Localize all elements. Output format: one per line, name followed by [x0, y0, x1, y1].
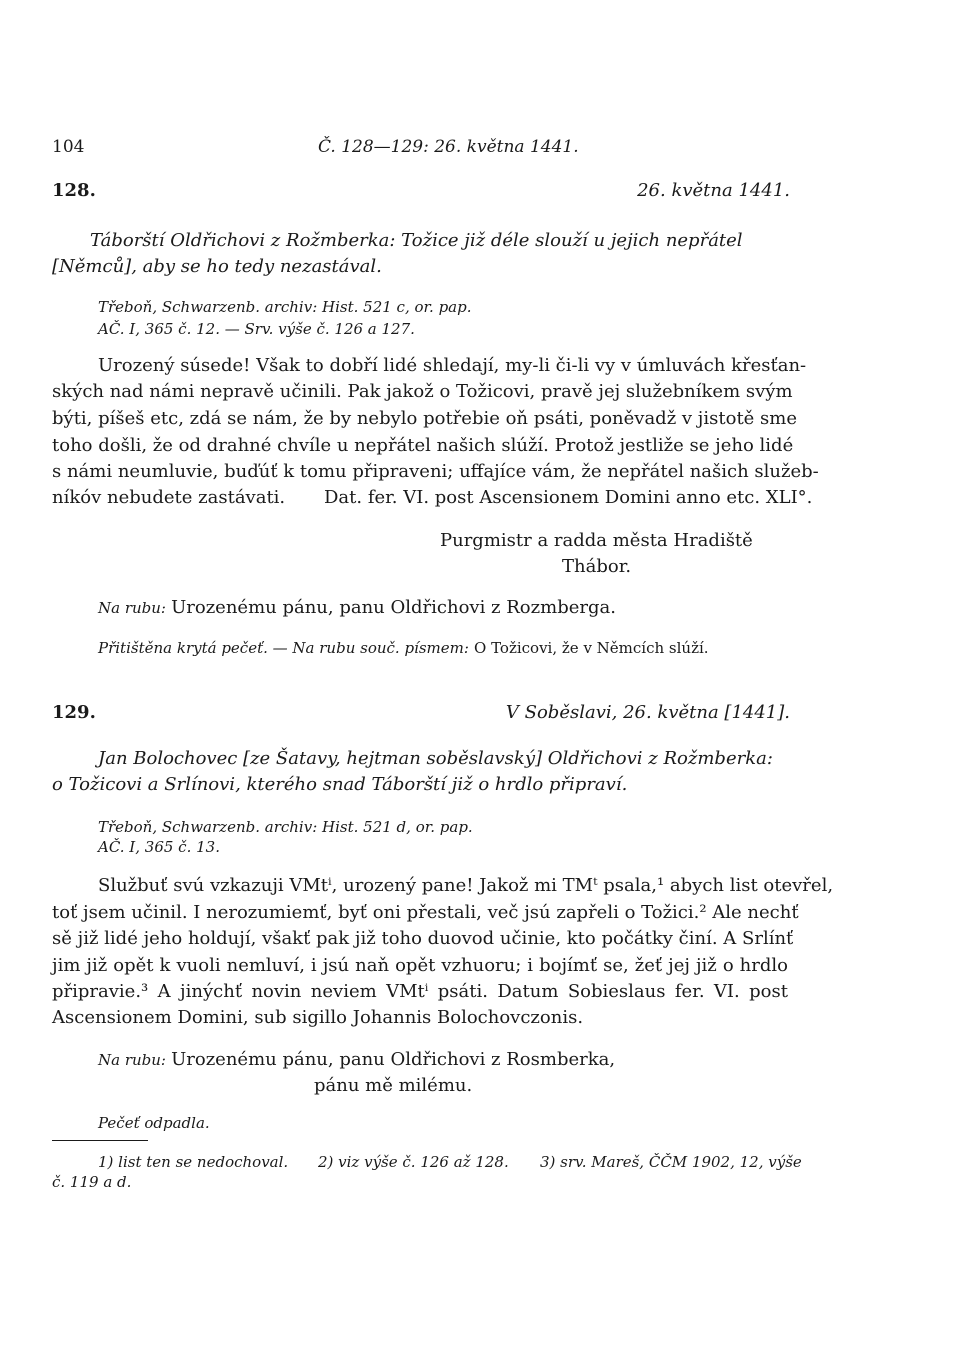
- na-rubu-label: Na rubu:: [98, 599, 166, 617]
- footnote-2: 2) viz výše č. 126 až 128.: [318, 1153, 509, 1171]
- footnote-rule: [52, 1140, 148, 1141]
- running-title: Č. 128—129: 26. května 1441.: [318, 137, 579, 157]
- doc128-signature-place: Thábor.: [562, 556, 632, 577]
- doc128-text-line: Urozený súsede! Však to dobří lidé shledají, my-li či-li vy v úmluvách křesťan-: [98, 355, 807, 376]
- doc129-text-line: připravie.³ A jinýchť novin neviem VMtⁱ psáti. Datum Sobieslaus fer. VI. post: [52, 981, 788, 1002]
- na-rubu-label: Na rubu:: [98, 1051, 166, 1069]
- doc129-text-line: Ascensionem Domini, sub sigillo Johannis Bolochovczonis.: [52, 1007, 584, 1028]
- doc128-source-line: AČ. I, 365 č. 12. — Srv. výše č. 126 a 127.: [98, 320, 415, 338]
- doc128-text-line: ských nad námi nepravě učinili. Pak jakož o Tožicovi, pravě jej služebníkem svým: [52, 381, 793, 402]
- doc128-text-line: s námi neumluvie, buďúť k tomu připraveni; uffajíce vám, že nepřátel našich služeb-: [52, 461, 819, 482]
- doc129-source-line: AČ. I, 365 č. 13.: [98, 838, 220, 856]
- doc129-text-line: jim již opět k vuoli nemluví, i jsú naň opět vzhuoru; i bojímť se, žeť jej již o hrdlo: [52, 955, 788, 976]
- doc129-seal-note: Pečeť odpadla.: [98, 1114, 210, 1132]
- doc128-text-line: níkóv nebudete zastávati.: [52, 487, 286, 508]
- doc129-text-line: sě již lidé jeho holdují, všakť pak již toho duovod učinie, kto počátky činí. A Srlínť: [52, 928, 794, 949]
- footnote-3: 3) srv. Mareš, ČČM 1902, 12, výše: [540, 1153, 802, 1171]
- doc129-text-line: toť jsem učinil. I nerozumiemť, byť oni přestali, več jsú zapřeli o Tožici.² Ale nechť: [52, 902, 799, 923]
- doc129-text-line: Službuť svú vzkazuji VMtⁱ, urozený pane! Jakož mi TMᵗ psala,¹ abych list otevřel,: [98, 875, 834, 896]
- doc129-date: V Soběslavi, 26. května [1441].: [505, 702, 790, 723]
- doc128-na-rubu: [98, 597, 616, 618]
- doc129-summary-line: Jan Bolochovec [ze Šatavy, hejtman soběslavský] Oldřichovi z Rožmberka:: [98, 748, 773, 769]
- doc129-source-line: Třeboň, Schwarzenb. archiv: Hist. 521 d, or. pap.: [98, 818, 473, 836]
- doc128-signature: Purgmistr a radda města Hradiště: [440, 530, 753, 551]
- doc129-na-rubu: [98, 1049, 615, 1070]
- na-rubu-text: Urozenému pánu, panu Oldřichovi z Rosmberka,: [171, 1049, 616, 1070]
- doc128-text-line: býti, píšeš etc, zdá se nám, že by nebylo potřebie oň psáti, poněvadž v jistotě sme: [52, 408, 798, 429]
- doc128-dating: Dat. fer. VI. post Ascensionem Domini anno etc. XLI°.: [324, 487, 813, 508]
- doc129-na-rubu-line2: pánu mě milému.: [314, 1075, 473, 1096]
- doc128-summary-line: [Němců], aby se ho tedy nezastával.: [52, 256, 382, 277]
- seal-note-text: O Tožicovi, že v Němcích slúží.: [474, 639, 709, 657]
- footnote-3-cont: č. 119 a d.: [52, 1173, 132, 1191]
- na-rubu-text: Urozenému pánu, panu Oldřichovi z Rozmberga.: [171, 597, 616, 618]
- doc128-seal-note: [98, 638, 709, 657]
- doc129-summary-line: o Tožicovi a Srlínovi, kterého snad Táborští již o hrdlo připraví.: [52, 774, 628, 795]
- doc128-source-line: Třeboň, Schwarzenb. archiv: Hist. 521 c, or. pap.: [98, 298, 472, 316]
- doc129-number: 129.: [52, 702, 96, 723]
- page-number: 104: [52, 137, 85, 157]
- doc128-text-line: toho došli, že od drahné chvíle u nepřátel našich slúží. Protož jestliže se jeho lidé: [52, 435, 794, 456]
- footnote-1: 1) list ten se nedochoval.: [98, 1153, 289, 1171]
- doc128-date: 26. května 1441.: [637, 180, 790, 201]
- seal-note-label: Přitištěna krytá pečeť. — Na rubu souč. písmem:: [98, 639, 469, 657]
- doc128-summary-line: Táborští Oldřichovi z Rožmberka: Tožice již déle slouží u jejich nepřátel: [90, 230, 743, 251]
- doc128-number: 128.: [52, 180, 96, 201]
